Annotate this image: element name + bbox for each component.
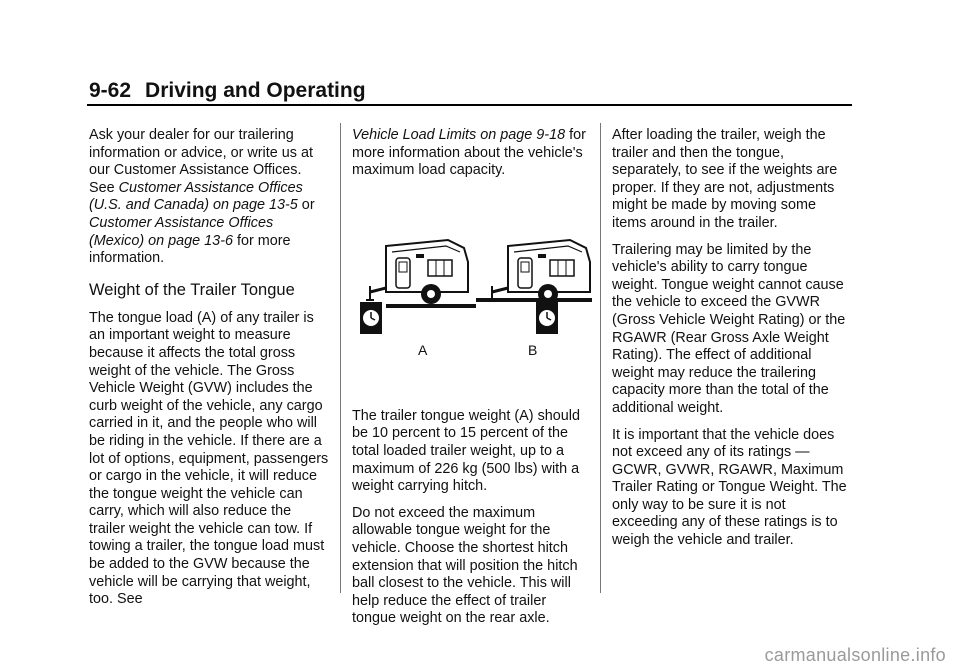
- page-header: [89, 79, 851, 103]
- paragraph-ratings: It is important that the vehicle does not exceed any of its ratings — GCWR, GVWR, RGAWR, Maximum Trailer Rating or Tongue Weight. The only way to be sure it is not exceeding any of these ratings is to weigh the vehicle and trailer.: [612, 426, 847, 549]
- paragraph-tongue-load: The tongue load (A) of any trailer is an important weight to measure because it affects the total gross weight of the vehicle. The Gross Vehicle Weight (GVW) includes the curb weight of the vehicle, any cargo carried in it, and the people who will be riding in the vehicle. If there are a lot of options, equipment, passengers or cargo in the vehicle, it will reduce the tongue weight the vehicle can carry, which will also reduce the trailer weight the vehicle can tow. If towing a trailer, the tongue load must be added to the GVW because the vehicle will be carrying that weight, too. See: [89, 309, 329, 608]
- page-number: 9-62: [89, 79, 132, 102]
- trailer-weighing-illustration: [352, 234, 592, 384]
- paragraph-limits: Trailering may be limited by the vehicle's ability to carry tongue weight. Tongue weight cannot cause the vehicle to exceed the GVWR (Gross Vehicle Weight Rating) or the RGAWR (Rear Gross Axle Weight Rating). The effect of additional weight may reduce the trailering capacity more than the total of the additional weight.: [612, 241, 846, 416]
- text-run: or: [297, 197, 315, 214]
- paragraph-hitch: Do not exceed the maximum allowable tongue weight for the vehicle. Choose the shortest hitch extension that will position the hitch ball closest to the vehicle. This will help reduce the effect of trailer tongue weight on the rear axle.: [352, 504, 578, 627]
- paragraph-weighing: After loading the trailer, weigh the trailer and then the tongue, separately, to see if the weights are proper. If they are not, adjustments might be made by moving some items around in the trailer.: [612, 127, 838, 231]
- column-divider: [600, 123, 601, 593]
- column-left: [89, 127, 329, 618]
- cross-reference-link[interactable]: Customer Assistance Offices (U.S. and Canada) on page 13-5: [89, 179, 303, 214]
- cross-reference-link[interactable]: Customer Assistance Offices (Mexico) on page 13-6: [89, 214, 274, 249]
- paragraph-intro: [89, 127, 329, 268]
- trailer-a: [360, 240, 476, 334]
- text-run: for more information.: [89, 232, 291, 267]
- paragraph-load-limits: [352, 127, 592, 180]
- section-title: Driving and Operating: [145, 79, 366, 102]
- paragraph-tongue-weight: The trailer tongue weight (A) should be 10 percent to 15 percent of the total loaded trailer weight, up to a maximum of 226 kg (500 lbs) with a weight carrying hitch.: [352, 407, 580, 495]
- watermark: carmanualsonline.info: [764, 645, 946, 665]
- cross-reference-link[interactable]: Vehicle Load Limits on page 9-18: [352, 127, 566, 143]
- figure-label-b: B: [528, 341, 538, 358]
- column-right: [612, 127, 854, 559]
- text-run: Ask your dealer for our trailering information or advice, or write us at our Customer Assistance Offices. See: [89, 127, 313, 196]
- trailer-illustration-svg: [352, 234, 592, 344]
- section-heading: Weight of the Trailer Tongue: [89, 280, 295, 299]
- header-rule: [87, 104, 852, 106]
- trailer-b: [476, 240, 592, 334]
- column-divider: [340, 123, 341, 593]
- text-run: for more information about the vehicle's maximum load capacity.: [352, 127, 586, 179]
- column-middle: [352, 127, 592, 637]
- figure-label-a: A: [418, 341, 428, 358]
